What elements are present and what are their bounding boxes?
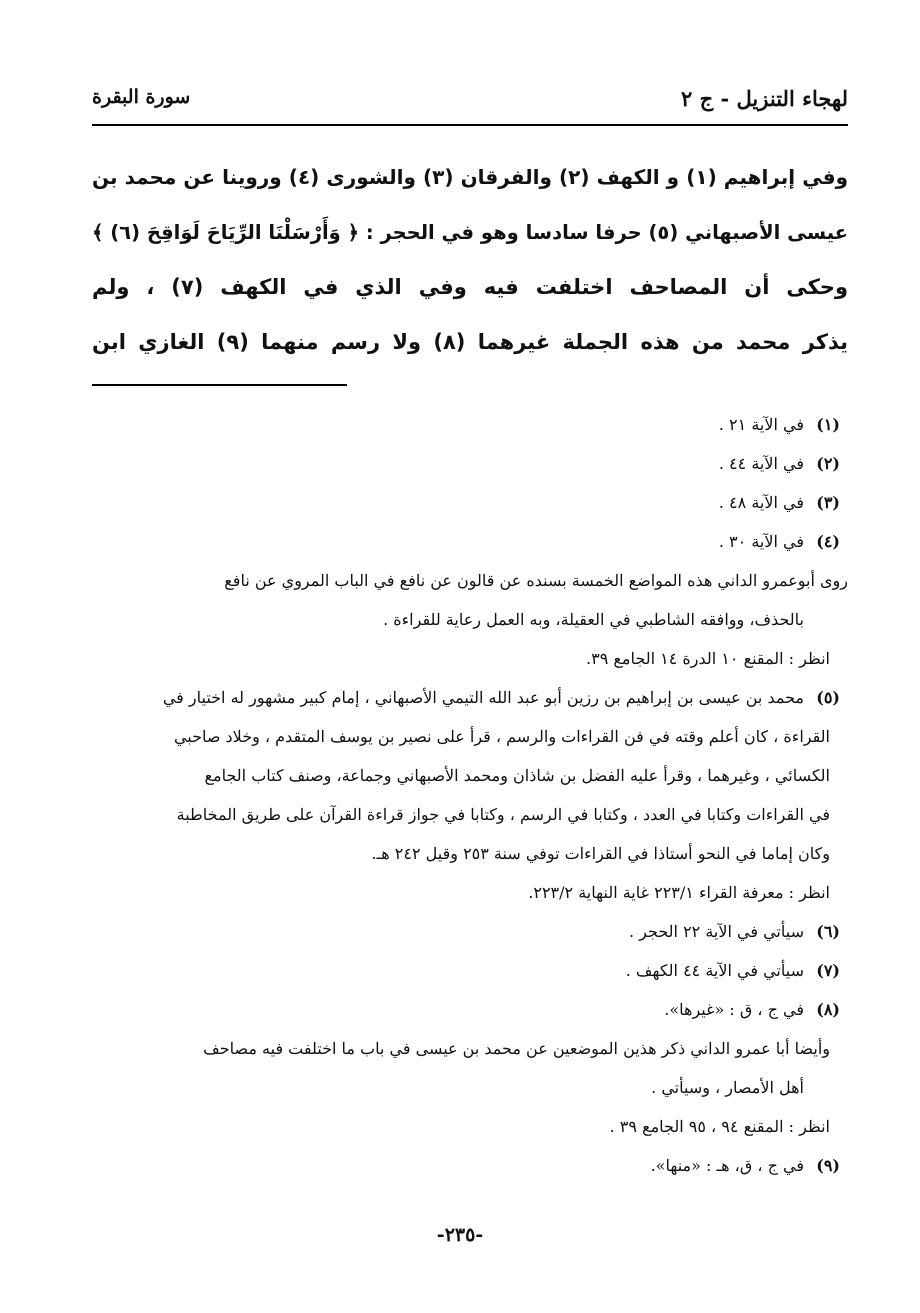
footnote-line: [80, 522, 848, 561]
footnote-text: في ج ، ق، هـ : «منها».: [650, 1156, 804, 1175]
footnote-text: في الآية ٣٠ .: [718, 532, 804, 551]
footnote-text: أهل الأمصار ، وسيأتي .: [651, 1078, 804, 1097]
footnote-line: [80, 1107, 848, 1146]
footnote-line: [80, 678, 848, 717]
footnote-number: (٥): [816, 688, 840, 707]
footnote-number: (١): [816, 415, 840, 434]
footnote-line: [80, 951, 848, 990]
footnote-line: [80, 483, 848, 522]
page-number: -٢٣٥-: [436, 1224, 484, 1246]
footnote-line: [80, 1146, 848, 1185]
footnote-line: [80, 834, 848, 873]
footnote-text: القراءة ، كان أعلم وقته في فن القراءات والرسم ، قرأ على نصير بن يوسف المتقدم ، وخلاد صاحبي: [173, 727, 830, 746]
main-text-line: عيسى الأصبهاني (٥) حرفا سادسا وهو في الحجر : ﴿ وَأَرْسَلْنَا الرِّيَاحَ لَوَاقِحَ (٦) ﴾: [92, 221, 848, 244]
footnote-text: بالحذف، ووافقه الشاطبي في العقيلة، وبه العمل رعاية للقراءة .: [383, 610, 804, 629]
footnote-text: في الآية ٤٨ .: [718, 493, 804, 512]
footnote-text: في القراءات وكتابا في العدد ، وكتابا في الرسم ، وكتابا في جواز قراءة القرآن على طريق المخاطبة: [176, 805, 830, 824]
footnote-number: (٢): [816, 454, 840, 473]
footnote-text: انظر : معرفة القراء ٢٢٣/١ غاية النهاية ٢٢٣/٢.: [528, 883, 830, 902]
footnote-text: روى أبوعمرو الداني هذه المواضع الخمسة بسنده عن قالون عن نافع في الباب المروي عن نافع: [224, 571, 848, 590]
footnote-line: [80, 1068, 848, 1107]
footnote-number: (٧): [816, 961, 840, 980]
footnote-text: وأيضا أبا عمرو الداني ذكر هذين الموضعين عن محمد بن عيسى في باب ما اختلفت فيه مصاحف: [203, 1039, 830, 1058]
footnote-line: [80, 600, 848, 639]
header-rule: [92, 124, 848, 126]
main-text: [92, 150, 848, 370]
footnote-line: [80, 756, 848, 795]
footnote-text: انظر : المقنع ٩٤ ، ٩٥ الجامع ٣٩ .: [609, 1117, 830, 1136]
header-book-title: لهجاء التنزيل - ج ٢: [681, 86, 848, 111]
footnote-text: الكسائي ، وغيرهما ، وقرأ عليه الفضل بن شاذان ومحمد الأصبهاني وجماعة، وصنف كتاب الجامع: [204, 766, 830, 785]
header-surah-title: سورة البقرة: [92, 86, 191, 108]
footnote-line: [80, 561, 848, 600]
footnote-line: [80, 795, 848, 834]
footnote-number: (٩): [816, 1156, 840, 1175]
footnote-number: (٤): [816, 532, 840, 551]
footnote-number: (٦): [816, 922, 840, 941]
footnote-line: [80, 639, 848, 678]
main-text-line: وفي إبراهيم (١) و الكهف (٢) والفرقان (٣) والشورى (٤) وروينا عن محمد بن: [92, 165, 849, 189]
footnote-line: [80, 444, 848, 483]
main-text-line: وحكى أن المصاحف اختلفت فيه وفي الذي في الكهف (٧) ، ولم: [92, 275, 848, 299]
running-header: [92, 82, 848, 122]
footnote-text: في ج ، ق : «غيرها».: [664, 1000, 804, 1019]
footnote-line: [80, 873, 848, 912]
footnotes: [80, 405, 848, 1185]
footnote-line: [80, 990, 848, 1029]
footnote-line: [80, 717, 848, 756]
footnote-text: وكان إماما في النحو أستاذا في القراءات توفي سنة ٢٥٣ وقيل ٢٤٢ هـ.: [371, 844, 830, 863]
footnote-separator: [92, 384, 347, 386]
footnote-line: [80, 912, 848, 951]
footnote-text: في الآية ٤٤ .: [718, 454, 804, 473]
main-text-line: يذكر محمد من هذه الجملة غيرهما (٨) ولا رسم منهما (٩) الغازي ابن: [92, 330, 849, 354]
footnote-number: (٨): [816, 1000, 840, 1019]
footnote-text: في الآية ٢١ .: [718, 415, 804, 434]
footnote-line: [80, 405, 848, 444]
footnote-text: سيأتي في الآية ٢٢ الحجر .: [629, 922, 804, 941]
footnote-text: انظر : المقنع ١٠ الدرة ١٤ الجامع ٣٩.: [586, 649, 830, 668]
footnote-text: محمد بن عيسى بن إبراهيم بن رزين أبو عبد الله التيمي الأصبهاني ، إمام كبير مشهور له اختيار في: [162, 688, 804, 707]
footnote-line: [80, 1029, 848, 1068]
footnote-number: (٣): [816, 493, 840, 512]
footnote-text: سيأتي في الآية ٤٤ الكهف .: [625, 961, 804, 980]
